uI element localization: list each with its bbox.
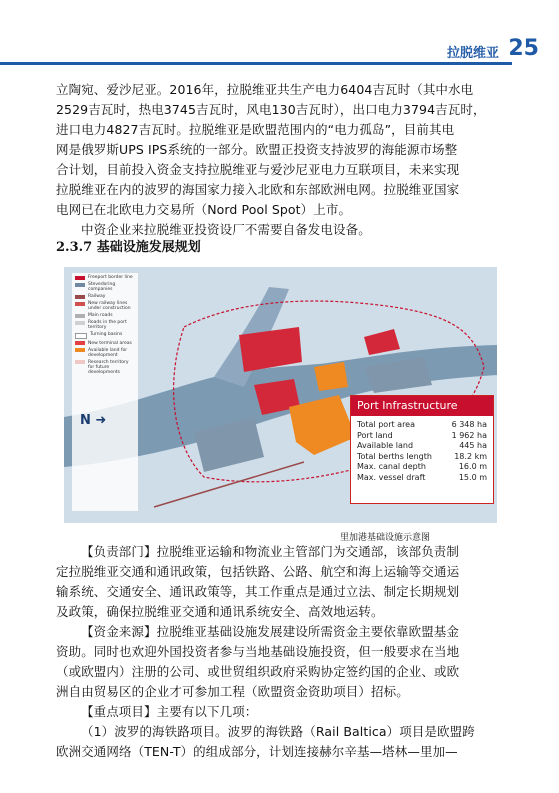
figure-caption: 里加港基础设施示意图 <box>340 533 431 543</box>
legend-item <box>75 341 135 346</box>
intro-line: 进口电力4827吉瓦时。拉脱维亚是欧盟范围内的“电力孤岛”，目前其电 <box>56 122 455 137</box>
legend-label: Research territory for future developments <box>88 359 129 375</box>
legend-swatch <box>75 295 85 299</box>
port-infrastructure-box <box>350 395 494 504</box>
legend-swatch <box>75 276 85 280</box>
body-section <box>56 542 516 762</box>
key-projects-intro: 【重点项目】主要有以下几项： <box>81 704 258 719</box>
intro-note: 中资企业来拉脱维亚投资设厂不需要自备发电设备。 <box>81 222 371 237</box>
body-line: （或欧盟内）注册的公司、或世贸组织政府采购协定签约国的企业、或欧 <box>56 664 460 679</box>
legend-label: Roads in the port territory <box>88 320 127 330</box>
legend-swatch <box>75 341 85 345</box>
body-line: 定拉脱维亚交通和通讯政策，包括铁路、公路、航空和海上运输等交通运 <box>56 564 460 579</box>
infrastructure-label: Max. vessel draft <box>357 472 426 482</box>
intro-line: 合计划，目前投入资金支持拉脱维亚与爱沙尼亚电力互联项目，未来实现 <box>56 162 460 177</box>
legend-label: Turning basins <box>90 332 123 337</box>
legend-item <box>75 320 135 330</box>
legend-item <box>75 275 135 280</box>
header-rule <box>0 62 512 65</box>
infrastructure-title: Port Infrastructure <box>351 396 493 416</box>
header-title: 拉脱维亚 <box>446 46 499 61</box>
north-arrow-icon: N ➜ <box>80 413 107 428</box>
legend-item <box>75 348 135 358</box>
intro-line: 拉脱维亚在内的波罗的海国家力接入北欧和东部欧洲电网。拉脱维亚国家 <box>56 182 460 197</box>
body-line: 欧洲交通网络（TEN-T）的组成部分，计划连接赫尔辛基—塔林—里加— <box>56 744 458 759</box>
body-line: 输系统、交通安全、通讯政策等，其工作重点是通过立法、制定长期规划 <box>56 584 460 599</box>
intro-line: 2529吉瓦时，热电3745吉瓦时，风电130吉瓦时），出口电力3794吉瓦时， <box>56 102 486 117</box>
legend-label: New railway lines under construction <box>88 301 131 311</box>
infrastructure-label: Total berths length <box>357 451 432 461</box>
legend-item <box>75 360 135 375</box>
body-line: 【负责部门】拉脱维亚运输和物流业主管部门为交通部，该部负责制 <box>81 544 460 559</box>
infrastructure-row <box>351 452 493 463</box>
body-line: 洲自由贸易区的企业才可参加工程（欧盟资金资助项目）招标。 <box>56 684 409 699</box>
body-line: （1）波罗的海铁路项目。波罗的海铁路（Rail Baltica）项目是欧盟跨 <box>81 724 475 739</box>
port-map-figure <box>64 267 497 523</box>
intro-line: 立陶宛、爱沙尼亚。2016年，拉脱维亚共生产电力6404吉瓦时（其中水电 <box>56 82 474 97</box>
legend-label: Stevedoring companies <box>88 282 116 292</box>
infrastructure-value: 16.0 m <box>458 462 487 471</box>
intro-line: 网是俄罗斯UPS IPS系统的一部分。欧盟正投资支持波罗的海能源市场整 <box>56 142 458 157</box>
legend-swatch <box>75 283 85 287</box>
legend-label: New terminal areas <box>88 340 132 346</box>
infrastructure-label: Total port area <box>357 420 416 429</box>
section-title: 2.3.7 基础设施发展规划 <box>56 240 201 255</box>
infrastructure-row <box>351 431 493 442</box>
intro-line: 电网已在北欧电力交易所（Nord Pool Spot）上市。 <box>56 202 352 217</box>
legend-swatch <box>75 333 87 339</box>
legend-item <box>75 313 135 318</box>
intro-paragraph <box>56 80 516 240</box>
map-legend <box>72 273 138 511</box>
legend-label: Available land for development <box>88 347 128 358</box>
legend-swatch <box>75 360 85 364</box>
infrastructure-row <box>351 441 493 452</box>
legend-swatch <box>75 314 85 318</box>
infrastructure-label: Max. canal depth <box>357 462 426 471</box>
legend-item <box>75 301 135 311</box>
infrastructure-row <box>351 462 493 473</box>
legend-label: Railway <box>88 294 106 299</box>
infrastructure-label: Port land <box>357 430 393 440</box>
infrastructure-value: 15.0 m <box>458 472 487 482</box>
infrastructure-row <box>351 420 493 431</box>
available-land <box>314 362 348 391</box>
infrastructure-value: 6 348 ha <box>451 420 487 429</box>
infrastructure-value: 445 ha <box>459 441 487 450</box>
legend-item <box>75 294 135 299</box>
legend-swatch <box>75 348 85 352</box>
infrastructure-row <box>351 473 493 484</box>
infrastructure-value: 18.2 km <box>454 451 487 461</box>
legend-swatch <box>75 302 85 306</box>
body-line: 及政策，确保拉脱维亚交通和通讯系统安全、高效地运转。 <box>56 604 384 619</box>
legend-item <box>75 332 135 339</box>
infrastructure-value: 1 962 ha <box>451 430 487 440</box>
north-label: N <box>80 413 91 428</box>
legend-label: Freeport border line <box>88 275 133 280</box>
legend-swatch <box>75 321 85 325</box>
page-number: 25 <box>508 36 539 61</box>
body-line: 资助。同时也欢迎外国投资者参与当地基础设施投资，但一般要求在当地 <box>56 644 460 659</box>
legend-item <box>75 282 135 292</box>
body-line: 【资金来源】拉脱维亚基础设施发展建设所需资金主要依靠欧盟基金 <box>81 624 460 639</box>
infrastructure-label: Available land <box>357 441 414 450</box>
legend-label: Main roads <box>88 313 113 318</box>
